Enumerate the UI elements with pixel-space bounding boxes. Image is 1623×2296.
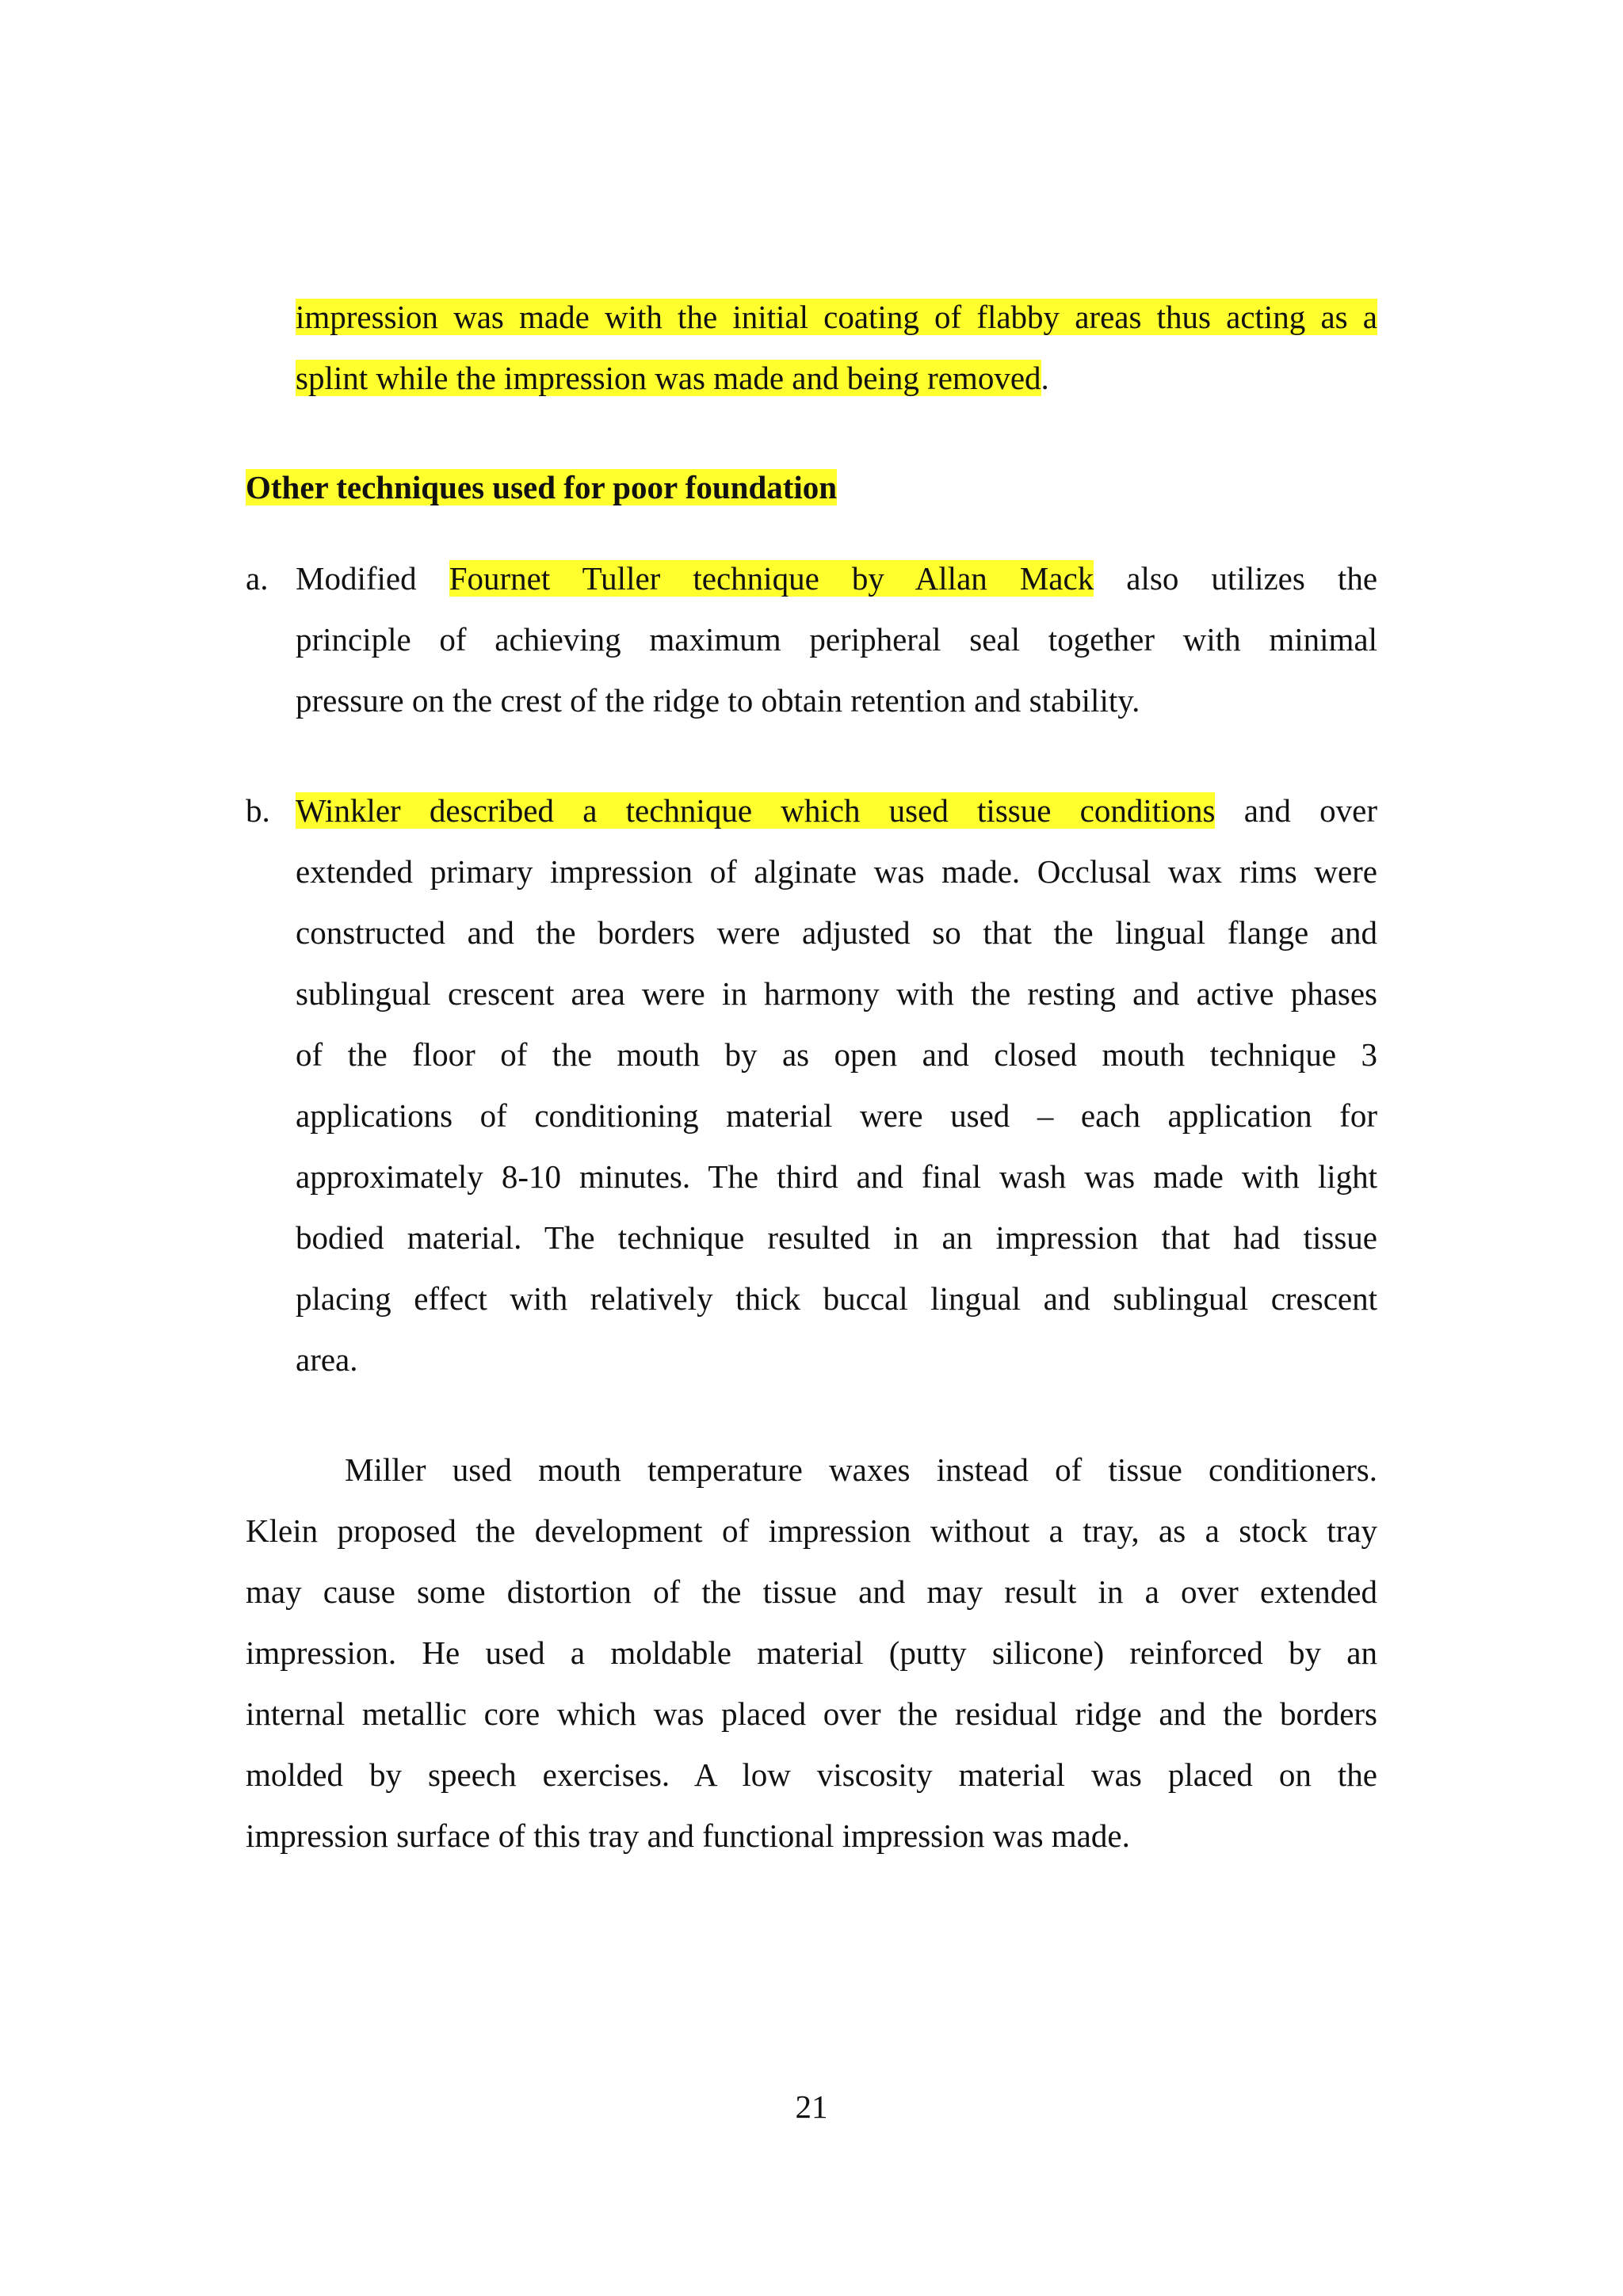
- item-b-line: extended primary impression of alginate was made. Occlusal wax rims were: [296, 853, 1377, 890]
- paragraph-line: Klein proposed the development of impression without a tray, as a stock tray: [246, 1512, 1377, 1549]
- heading-text: Other techniques used for poor foundation: [246, 469, 838, 505]
- item-b-text: and over: [1243, 792, 1377, 829]
- item-b-line: bodied material. The technique resulted in an impression that had tissue: [296, 1219, 1377, 1256]
- highlighted-text: impression was made with the initial coating of flabby areas thus acting as a: [296, 299, 1377, 335]
- highlighted-text: splint while the impression was made and being removed: [296, 360, 1041, 396]
- paragraph-line: Miller used mouth temperature waxes instead of tissue conditioners.: [345, 1451, 1377, 1488]
- list-marker-b: b.: [246, 792, 270, 829]
- item-b-line: approximately 8-10 minutes. The third and final wash was made with light: [296, 1158, 1377, 1195]
- item-b-line: constructed and the borders were adjusted so that the lingual flange and: [296, 914, 1377, 951]
- paragraph-line: impression. He used a moldable material (putty silicone) reinforced by an: [246, 1634, 1377, 1671]
- highlighted-text: Winkler described a technique which used tissue conditions: [296, 792, 1216, 829]
- section-heading: [246, 463, 837, 511]
- item-a-line-3: pressure on the crest of the ridge to obtain retention and stability.: [296, 682, 1140, 719]
- page-number: 21: [795, 2088, 828, 2125]
- continuation-line-2: [296, 354, 1049, 402]
- item-b-line: of the floor of the mouth by as open and closed mouth technique 3: [296, 1036, 1377, 1073]
- item-a-text: also utilizes the: [1126, 560, 1378, 597]
- paragraph-line: may cause some distortion of the tissue and may result in a over extended: [246, 1573, 1377, 1610]
- paragraph-line: impression surface of this tray and functional impression was made.: [246, 1817, 1130, 1854]
- item-a-line-2: principle of achieving maximum peripheral seal together with minimal: [296, 621, 1377, 658]
- item-b-line: applications of conditioning material were used – each application for: [296, 1097, 1377, 1134]
- item-b-line: sublingual crescent area were in harmony with the resting and active phases: [296, 975, 1377, 1012]
- highlighted-text: Fournet Tuller technique by Allan Mack: [449, 560, 1094, 597]
- paragraph-line: molded by speech exercises. A low viscosity material was placed on the: [246, 1756, 1377, 1793]
- sentence-end: .: [1041, 360, 1049, 396]
- item-a-line-1: [296, 555, 1377, 602]
- item-a-text: Modified: [296, 560, 417, 597]
- paragraph-line: internal metallic core which was placed over the residual ridge and the borders: [246, 1695, 1377, 1732]
- item-b-line: placing effect with relatively thick buccal lingual and sublingual crescent: [296, 1280, 1377, 1317]
- continuation-line-1: [296, 293, 1377, 341]
- item-b-line-1: [296, 787, 1377, 834]
- item-b-line: area.: [296, 1341, 358, 1378]
- list-marker-a: a.: [246, 560, 269, 597]
